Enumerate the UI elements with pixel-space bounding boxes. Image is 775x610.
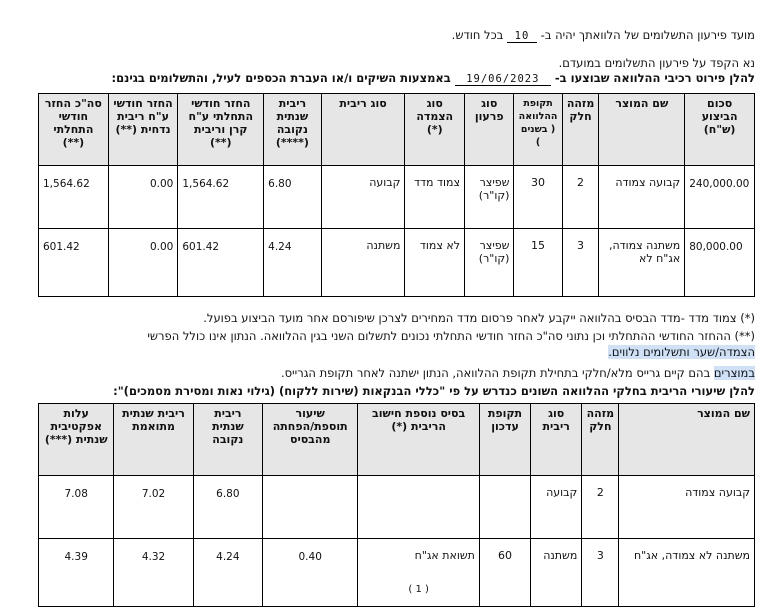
cell-effective-cost: 4.39: [39, 539, 114, 607]
cell-effective-cost: 7.08: [39, 476, 114, 539]
cell-period: 15: [514, 229, 562, 297]
cell-amount: 240,000.00: [685, 166, 755, 229]
note-grace: [281, 366, 755, 380]
cell-total-payment: 601.42: [39, 229, 109, 297]
note-linkage: (*) צמוד מדד -מדד הבסיס בהלוואה ייקבע לאחר פרסום מדד המחירים לצרכן שיפורסם אחר מועד הביצוע בפועל.: [203, 311, 755, 325]
table-row: [39, 476, 755, 539]
cell-repayment-type: שפיצר (קו"ר): [465, 166, 514, 229]
table-row: [39, 539, 755, 607]
cell-interest-type: משתנה: [531, 539, 582, 607]
col-total-payment: סה"כ החזר חודשי התחלתי (**): [39, 94, 109, 166]
note-payment: (**) ההחזר החודשי ההתחלתי וכן נתוני סה"כ החזר חודשי התחלתי נכונים לתשלום השני בגין ההלוואה. הנתון אינו כולל הפרשי: [147, 329, 755, 343]
col-initial-payment: החזר חודשי התחלתי ע"ח קרן וריבית (**): [178, 94, 264, 166]
cell-product: קבועה צמודה: [619, 476, 755, 539]
payment-date-prefix: מועד פירעון התשלומים של הלוואתך יהיה ב-: [540, 28, 755, 42]
cell-deferred-payment: 0.00: [108, 229, 178, 297]
col-period: תקופת ההלוואה ( בשנים ): [514, 94, 562, 166]
note-grace-highlight: במוצרים: [713, 366, 755, 380]
col-nominal-rate: ריבית שנתית נקובה: [193, 404, 262, 476]
cell-initial-payment: 601.42: [178, 229, 264, 297]
note-grace-text: בהם קיים גרייס מלא/חלקי בתחילת תקופת ההלוואה, הנתון ישתנה לאחר תקופת הגרייס.: [280, 366, 711, 380]
payment-reminder-line: נא הקפד על פירעון התשלומים במועדם.: [558, 56, 755, 70]
cell-part-id: 3: [562, 229, 599, 297]
cell-nominal-rate: 6.80: [193, 476, 262, 539]
interest-rates-table: [38, 403, 755, 607]
col-base: בסיס נוספת חישוב הריבית (*): [358, 404, 480, 476]
cell-spread: 0.40: [263, 539, 358, 607]
cell-annual-rate: 4.24: [264, 229, 322, 297]
execution-date-field: 19/06/2023: [455, 73, 551, 86]
col-part-id: מזהה חלק: [562, 94, 599, 166]
col-update-period: תקופת עדכון: [479, 404, 530, 476]
cell-period: 30: [514, 166, 562, 229]
col-amount: סכום הביצוע (ש"ח): [685, 94, 755, 166]
execution-suffix: באמצעות השיקים ו/או העברת הכספים לעיל, והתשלומים בגינם:: [111, 71, 451, 85]
col-linkage-type: סוג הצמדה (*): [405, 94, 465, 166]
table-row: [39, 229, 755, 297]
cell-annual-rate: 6.80: [264, 166, 322, 229]
cell-base: [358, 476, 480, 539]
cell-linkage-type: צמוד מדד: [405, 166, 465, 229]
cell-amount: 80,000.00: [685, 229, 755, 297]
payment-day-field: 10: [507, 30, 537, 43]
cell-linkage-type: לא צמוד: [405, 229, 465, 297]
cell-total-payment: 1,564.62: [39, 166, 109, 229]
cell-spread: [263, 476, 358, 539]
col-interest-type: סוג ריבית: [321, 94, 405, 166]
col-repayment-type: סוג פרעון: [465, 94, 514, 166]
rates-intro: להלן שיעורי הריבית בחלקי ההלוואה השונים כנדרש על פי "כללי הבנקאות (שירות ללקוח) (גילוי נאות ומסירת מסמכים)":: [113, 384, 755, 398]
payment-date-suffix: בכל חודש.: [451, 28, 504, 42]
payment-date-line: [452, 28, 755, 43]
col-adjusted-rate: ריבית שנתית מתואמת: [114, 404, 193, 476]
cell-part-id: 3: [582, 539, 619, 607]
col-interest-type: סוג ריבית: [531, 404, 582, 476]
col-annual-rate: ריבית שנתית נקובה (****): [264, 94, 322, 166]
cell-deferred-payment: 0.00: [108, 166, 178, 229]
note-payment-highlight: הצמדה/שער ותשלומים נלווים.: [608, 345, 755, 359]
cell-part-id: 2: [582, 476, 619, 539]
col-spread: שיעור תוספת/הפחתה מהבסיס: [263, 404, 358, 476]
cell-interest-type: משתנה: [321, 229, 405, 297]
cell-product: משתנה לא צמודה, אג"ח: [619, 539, 755, 607]
cell-part-id: 2: [562, 166, 599, 229]
col-part-id: מזהה חלק: [582, 404, 619, 476]
cell-initial-payment: 1,564.62: [178, 166, 264, 229]
base-value: תשואת אג"ח: [414, 549, 475, 562]
col-deferred-payment: החזר חודשי ע"ח ריבית נדחית (**): [108, 94, 178, 166]
execution-details-line: [112, 71, 756, 86]
col-product: שם המוצר: [619, 404, 755, 476]
base-footnote-mark: ( 1 ): [408, 584, 429, 595]
cell-nominal-rate: 4.24: [193, 539, 262, 607]
note-payment-cont: [608, 345, 755, 359]
col-product: שם המוצר: [599, 94, 685, 166]
cell-update-period: [479, 476, 530, 539]
cell-update-period: 60: [479, 539, 530, 607]
cell-repayment-type: שפיצר (קו"ר): [465, 229, 514, 297]
cell-interest-type: קבועה: [531, 476, 582, 539]
cell-adjusted-rate: 7.02: [114, 476, 193, 539]
col-effective-cost: עלות אפקטיבית שנתית (***): [39, 404, 114, 476]
loan-components-table: [38, 93, 755, 297]
cell-product: קבועה צמודה: [599, 166, 685, 229]
cell-interest-type: קבועה: [321, 166, 405, 229]
table-row: [39, 166, 755, 229]
cell-product: משתנה צמודה, אג"ח לא: [599, 229, 685, 297]
cell-adjusted-rate: 4.32: [114, 539, 193, 607]
cell-base: [358, 539, 480, 607]
execution-prefix: להלן פירוט רכיבי ההלוואה שבוצעו ב-: [554, 71, 755, 85]
